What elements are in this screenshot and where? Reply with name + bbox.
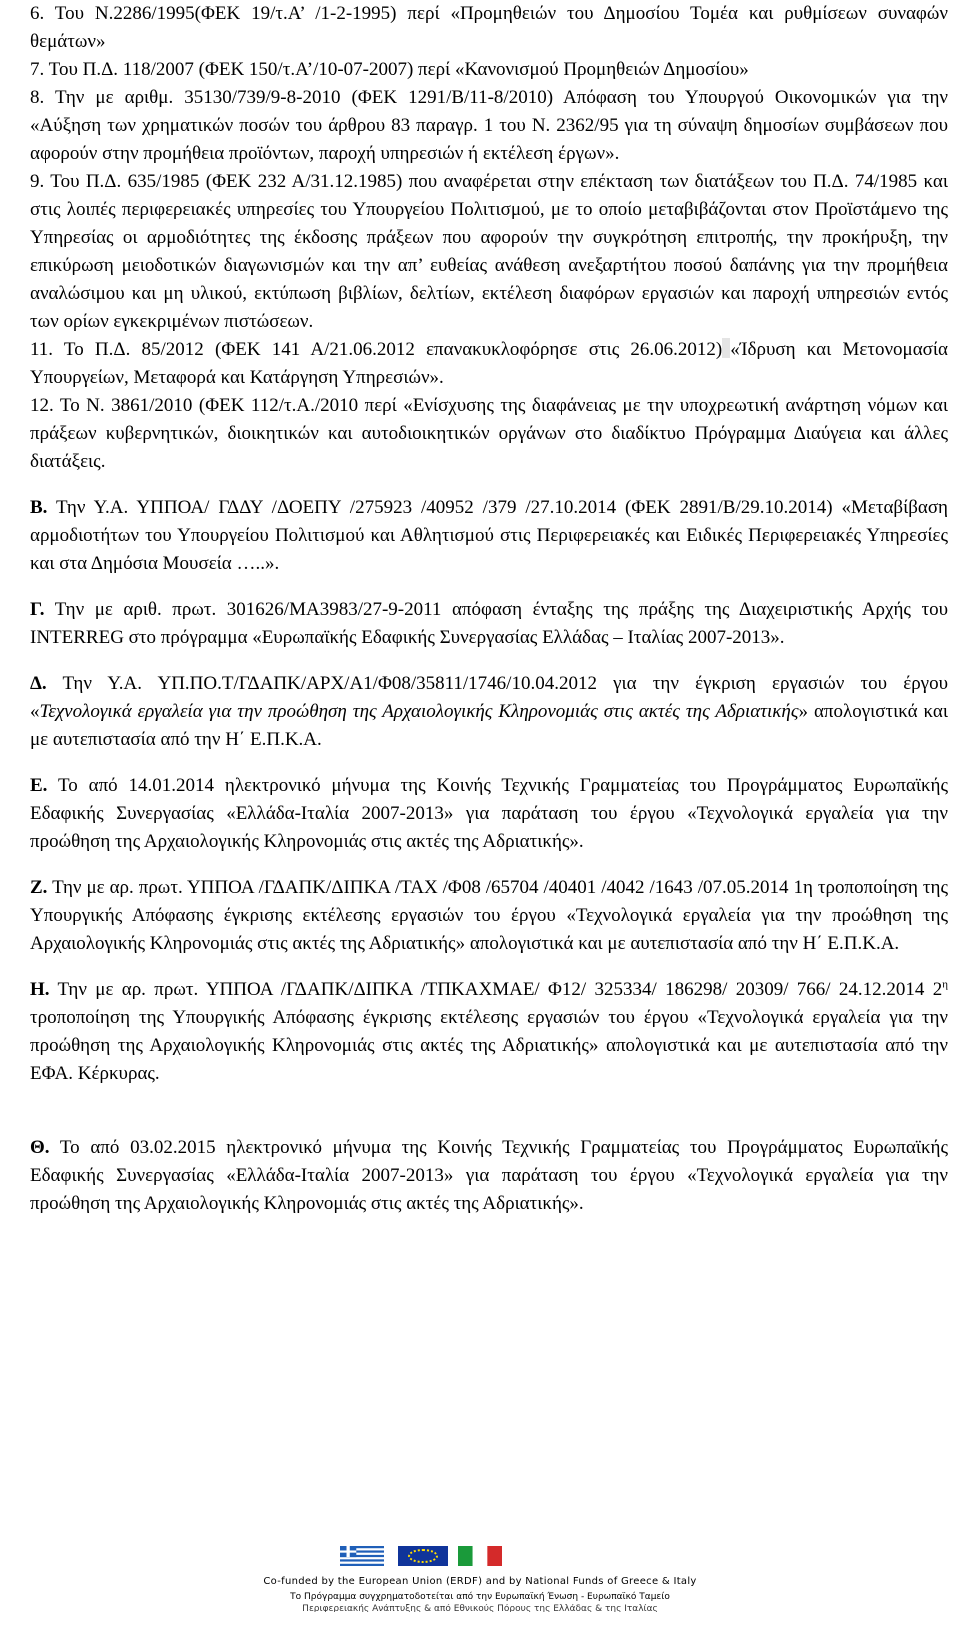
item-11-title: «Ίδρυση και Μετονομασία Υπουργείων, Μεταφορά και Κατάργηση Υπηρεσιών». bbox=[30, 339, 948, 388]
item-11-text: 11. Το Π.Δ. 85/2012 (ΦΕΚ 141 Α/21.06.2012 επανακυκλοφόρησε στις 26.06.2012) bbox=[30, 339, 723, 360]
section-h bbox=[30, 976, 948, 1088]
section-e-text: Το από 14.01.2014 ηλεκτρονικό μήνυμα της Κοινής Τεχνικής Γραμματείας του Προγράμματος Ευρωπαϊκής Εδαφικής Συνεργασίας «Ελλάδα-Ιταλία 2007-2013» για παράταση του έργου «Τεχνολογικά εργαλεία για την προώθηση της Αρχαιολογικής Κληρονομιάς στις ακτές της Αδριατικής». bbox=[30, 775, 948, 852]
eu-flag-icon bbox=[398, 1546, 448, 1566]
section-e bbox=[30, 772, 948, 856]
section-g bbox=[30, 596, 948, 652]
section-b-text: Την Υ.Α. ΥΠΠΟΑ/ ΓΔΔΥ /ΔΟΕΠΥ /275923 /40952 /379 /27.10.2014 (ΦΕΚ 2891/Β/29.10.2014) «Μεταβίβαση αρμοδιοτήτων του Υπουργείου Πολιτισμού και Αθλητισμού στις Περιφερειακές και Ειδικές Περιφερειακές Υπηρεσίες και στα Δημόσια Μουσεία …..». bbox=[30, 497, 948, 574]
section-th bbox=[30, 1134, 948, 1218]
section-d-text-before: Την Υ.Α. ΥΠ.ΠΟ.Τ/ΓΔΑΠΚ/ΑΡΧ/Α1/Φ08/35811/1746/10.04.2012 για την έγκριση εργασιών του έργου « bbox=[30, 673, 948, 722]
item-8: 8. Την με αριθμ. 35130/739/9-8-2010 (ΦΕΚ 1291/Β/11-8/2010) Απόφαση του Υπουργού Οικονομικών για την «Αύξηση των χρηματικών ποσών του άρθρου 83 παραγρ. 1 του Ν. 2362/95 για τη σύναψη δημοσίων συμβάσεων που αφορούν στην προμήθεια προϊόντων, παροχή υπηρεσιών ή εκτέλεση έργων». bbox=[30, 87, 948, 164]
section-g-label: Γ. bbox=[30, 599, 45, 620]
section-h-superscript: η bbox=[942, 978, 948, 991]
programme-text: Το Πρόγραμμα συγχρηματοδοτείται από την Ευρωπαϊκή Ένωση - Ευρωπαϊκό Ταμείο bbox=[290, 1592, 670, 1602]
document-page bbox=[30, 0, 948, 1218]
section-b bbox=[30, 494, 948, 578]
section-z-label: Ζ. bbox=[30, 877, 48, 898]
section-d-project-title: Τεχνολογικά εργαλεία για την προώθηση της Αρχαιολογικής Κληρονομιάς στις ακτές της Αδριατικής bbox=[39, 701, 799, 722]
section-d bbox=[30, 670, 948, 754]
item-7: 7. Του Π.Δ. 118/2007 (ΦΕΚ 150/τ.Α’/10-07-2007) περί «Κανονισμού Προμηθειών Δημοσίου» bbox=[30, 59, 749, 80]
section-th-text: Το από 03.02.2015 ηλεκτρονικό μήνυμα της Κοινής Τεχνικής Γραμματείας του Προγράμματος Ευρωπαϊκής Εδαφικής Συνεργασίας «Ελλάδα-Ιταλία 2007-2013» για παράταση του έργου «Τεχνολογικά εργαλεία για την προώθηση της Αρχαιολογικής Κληρονομιάς στις ακτές της Αδριατικής». bbox=[30, 1137, 948, 1214]
section-h-text-after: τροποποίηση της Υπουργικής Απόφασης έγκρισης εκτέλεσης εργασιών του έργου «Τεχνολογικά εργαλεία για την προώθηση της Αρχαιολογικής Κληρονομιάς στις ακτές της Αδριατικής» απολογιστικά και με αυτεπιστασία από την ΕΦΑ. Κέρκυρας. bbox=[30, 1007, 948, 1084]
italian-flag-icon bbox=[458, 1546, 502, 1566]
section-th-label: Θ. bbox=[30, 1137, 50, 1158]
cofunded-text: Co-funded by the European Union (ERDF) and by National Funds of Greece & Italy bbox=[263, 1576, 697, 1587]
item-6: 6. Του Ν.2286/1995(ΦΕΚ 19/τ.Α’ /1-2-1995) περί «Προμηθειών του Δημοσίου Τομέα και ρυθμίσεων συναφών θεμάτων» bbox=[30, 3, 948, 52]
item-12: 12. Το Ν. 3861/2010 (ΦΕΚ 112/τ.Α./2010 περί «Ενίσχυσης της διαφάνειας με την υποχρεωτική ανάρτηση νόμων και πράξεων κυβερνητικών, διοικητικών και αυτοδιοικητικών οργάνων στο διαδίκτυο Πρόγραμμα Διαύγεια και άλλες διατάξεις. bbox=[30, 395, 948, 472]
section-d-text-after: » απολογιστικά και με αυτεπιστασία από την Η΄ Ε.Π.Κ.Α. bbox=[30, 701, 948, 750]
programme-text-2: Περιφερειακής Ανάπτυξης & από Εθνικούς Πόρους της Ελλάδας & της Ιταλίας bbox=[302, 1604, 658, 1612]
section-z bbox=[30, 874, 948, 958]
section-d-label: Δ. bbox=[30, 673, 47, 694]
footer bbox=[0, 1546, 960, 1627]
section-b-label: Β. bbox=[30, 497, 48, 518]
item-9: 9. Του Π.Δ. 635/1985 (ΦΕΚ 232 Α/31.12.1985) που αναφέρεται στην επέκταση των διατάξεων του Π.Δ. 74/1985 και στις λοιπές περιφερειακές υπηρεσίες του Υπουργείου Πολιτισμού, με το οποίο μεταβιβάζονται στον Προϊστάμενο της Υπηρεσίας οι αρμοδιότητες της έκδοσης πράξεων που αφορούν την συγκρότηση επιτροπής, την προκήρυξη, την επικύρωση μειοδοτικών διαγωνισμών και την απ’ ευθείας ανάθεση ανεξαρτήτου ποσού δαπάνης για την προμήθεια αναλώσιμου και μη υλικού, εκτύπωση βιβλίων, δελτίων, εκτέλεση διαφόρων εργασιών και παροχή υπηρεσιών εντός των ορίων εγκεκριμένων πιστώσεων. bbox=[30, 171, 948, 332]
item-11 bbox=[30, 336, 948, 392]
section-g-text: Την με αριθ. πρωτ. 301626/ΜΑ3983/27-9-2011 απόφαση ένταξης της πράξης της Διαχειριστικής Αρχής του INTERREG στο πρόγραμμα «Ευρωπαϊκής Εδαφικής Συνεργασίας Ελλάδας – Ιταλίας 2007-2013». bbox=[30, 599, 948, 648]
section-h-label: Η. bbox=[30, 979, 50, 1000]
section-h-text-before: Την με αρ. πρωτ. ΥΠΠΟΑ /ΓΔΑΠΚ/ΔΙΠΚΑ /ΤΠΚΑΧΜΑΕ/ Φ12/ 325334/ 186298/ 20309/ 766/ 24.12.2014 2 bbox=[57, 979, 943, 1000]
section-e-label: Ε. bbox=[30, 775, 48, 796]
section-z-text: Την με αρ. πρωτ. ΥΠΠΟΑ /ΓΔΑΠΚ/ΔΙΠΚΑ /ΤΑΧ /Φ08 /65704 /40401 /4042 /1643 /07.05.2014 1η τροποποίηση της Υπουργικής Απόφασης έγκρισης εκτέλεσης εργασιών του έργου «Τεχνολογικά εργαλεία για την προώθηση της Αρχαιολογικής Κληρονομιάς στις ακτές της Αδριατικής» απολογιστικά και με αυτεπιστασία από την Η΄ Ε.Π.Κ.Α. bbox=[30, 877, 948, 954]
greek-flag-icon bbox=[340, 1546, 384, 1566]
